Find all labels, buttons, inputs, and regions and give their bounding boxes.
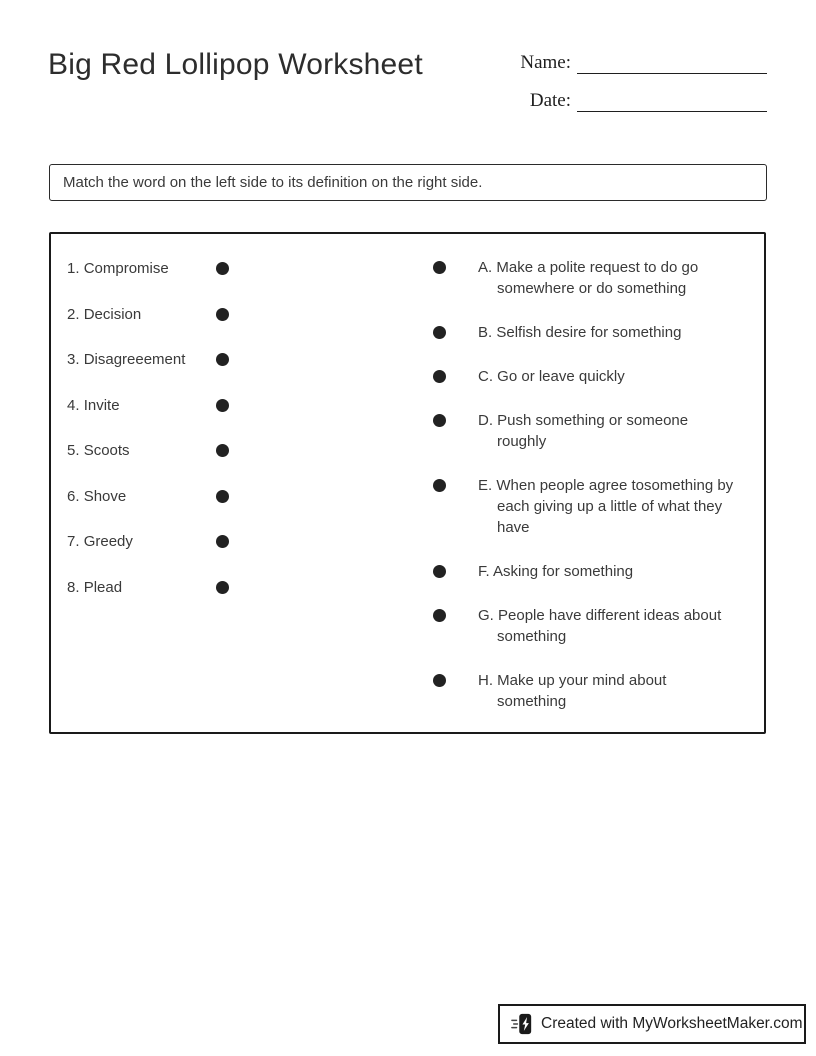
word-text: Scoots (83, 442, 130, 459)
word-number: 7. (67, 533, 80, 550)
match-dot (216, 535, 229, 548)
word-text: Compromise (83, 260, 169, 277)
definition-text: B. Selfish desire for something (478, 324, 682, 341)
match-dot (433, 326, 446, 339)
word-item-2 (67, 304, 297, 325)
date-blank-line (577, 88, 767, 112)
definition-letter: C. (478, 368, 493, 385)
match-dot (433, 261, 446, 274)
words-column (67, 258, 297, 622)
definition-letter: B. (478, 324, 493, 341)
match-dot (433, 674, 446, 687)
definition-item-e (433, 475, 763, 538)
definition-letter: F. (478, 563, 490, 580)
definition-text: C. Go or leave quickly (478, 368, 625, 385)
word-item-4 (67, 395, 297, 416)
word-number: 6. (67, 487, 80, 505)
word-number: 3. (67, 351, 80, 368)
word-text: Plead (83, 578, 123, 596)
date-field-row (514, 88, 767, 112)
word-text: Invite (83, 396, 120, 414)
word-text: Greedy (83, 533, 133, 550)
definition-letter: G. (478, 607, 494, 624)
definition-item-a (433, 257, 763, 299)
word-item-8 (67, 577, 297, 598)
match-dot (433, 609, 446, 622)
match-dot (216, 262, 229, 275)
definition-text: F. Asking for something (478, 563, 634, 580)
word-number: 2. (67, 305, 80, 323)
match-dot (216, 490, 229, 503)
definition-letter: E. (478, 477, 493, 494)
definition-item-c (433, 366, 763, 387)
name-field-row (514, 50, 767, 74)
instructions-text: Match the word on the left side to its definition on the right side. (63, 174, 483, 191)
match-dot (433, 370, 446, 383)
instructions-box (49, 164, 767, 201)
name-label: Name: (520, 52, 571, 73)
match-dot (433, 479, 446, 492)
match-dot (216, 444, 229, 457)
match-dot (216, 308, 229, 321)
definition-text: E. When people agree tosomething by each giving up a little of what they have (478, 477, 734, 536)
word-number: 4. (67, 396, 80, 414)
definition-text: D. Push something or someone roughly (478, 412, 689, 450)
match-dot (433, 414, 446, 427)
word-item-5 (67, 440, 297, 461)
name-blank-line (577, 50, 767, 74)
word-number: 1. (67, 260, 80, 277)
credit-badge[interactable] (498, 1004, 806, 1044)
word-text: Shove (83, 487, 127, 505)
definition-text: A. Make a polite request to do go somewhere or do something (478, 259, 699, 297)
word-text: Decision (83, 305, 142, 323)
page-title: Big Red Lollipop Worksheet (48, 48, 423, 81)
word-item-7 (67, 531, 297, 552)
definitions-column (433, 257, 763, 735)
word-item-1 (67, 258, 297, 279)
definition-item-d (433, 410, 763, 452)
word-number: 8. (67, 578, 80, 596)
word-text: Disagreeement (83, 351, 186, 368)
definition-item-g (433, 605, 763, 647)
definition-letter: H. (478, 672, 493, 689)
match-dot (433, 565, 446, 578)
match-dot (216, 399, 229, 412)
definition-text: H. Make up your mind about something (478, 672, 667, 710)
definition-item-b (433, 322, 763, 343)
definition-item-f (433, 561, 763, 582)
definition-item-h (433, 670, 763, 712)
match-dot (216, 353, 229, 366)
word-item-6 (67, 486, 297, 507)
worksheet-maker-logo-icon (511, 1011, 533, 1037)
matching-exercise-box (49, 232, 766, 734)
date-label: Date: (529, 90, 571, 111)
word-item-3 (67, 349, 297, 370)
credit-text: Created with MyWorksheetMaker.com (541, 1015, 803, 1032)
definition-text: G. People have different ideas about something (478, 607, 722, 645)
word-number: 5. (67, 442, 80, 459)
definition-letter: D. (478, 412, 493, 429)
definition-letter: A. (478, 259, 493, 276)
match-dot (216, 581, 229, 594)
